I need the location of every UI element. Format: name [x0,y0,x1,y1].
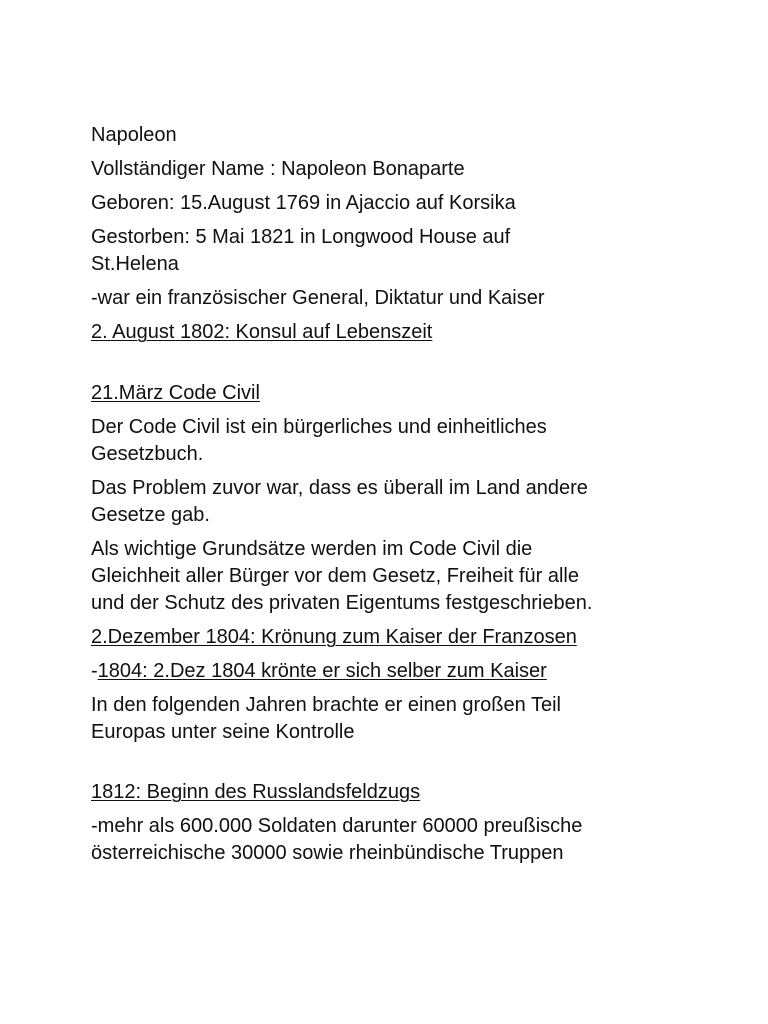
russia-paragraph [91,813,711,867]
died-line-2: St.Helena [91,253,179,275]
document-page [91,122,711,874]
code-civil-p2-line-2: Gesetze gab. [91,504,210,526]
consul-heading: 2. August 1802: Konsul auf Lebenszeit [91,321,433,343]
code-civil-p1-line-1: Der Code Civil ist ein bürgerliches und einheitliches [91,416,547,438]
doc-title: Napoleon [91,124,177,146]
died-paragraph [91,224,711,278]
code-civil-heading: 21.März Code Civil [91,382,260,404]
role-line: -war ein französischer General, Diktatur und Kaiser [91,287,545,309]
full-name-line: Vollständiger Name : Napoleon Bonaparte [91,158,465,180]
coronation-detail-line [91,658,711,685]
code-civil-p3-line-1: Als wichtige Grundsätze werden im Code Civil die [91,538,533,560]
born-line: Geboren: 15.August 1769 in Ajaccio auf Korsika [91,192,516,214]
code-civil-p2-line-1: Das Problem zuvor war, dass es überall im Land andere [91,477,588,499]
russia-line-2: österreichische 30000 sowie rheinbündische Truppen [91,842,564,864]
code-civil-p3-line-2: Gleichheit aller Bürger vor dem Gesetz, Freiheit für alle [91,565,579,587]
coronation-detail: 1804: 2.Dez 1804 krönte er sich selber zum Kaiser [97,660,547,682]
europe-paragraph [91,692,711,746]
europe-line-2: Europas unter seine Kontrolle [91,721,355,743]
coronation-heading: 2.Dezember 1804: Krönung zum Kaiser der Franzosen [91,626,577,648]
russia-line-1: -mehr als 600.000 Soldaten darunter 60000 preußische [91,815,583,837]
code-civil-paragraph-1 [91,414,711,468]
code-civil-paragraph-3 [91,536,711,617]
code-civil-p1-line-2: Gesetzbuch. [91,443,204,465]
code-civil-paragraph-2 [91,475,711,529]
died-line-1: Gestorben: 5 Mai 1821 in Longwood House auf [91,226,511,248]
coronation-dash: - [91,660,98,682]
code-civil-p3-line-3: und der Schutz des privaten Eigentums festgeschrieben. [91,592,593,614]
europe-line-1: In den folgenden Jahren brachte er einen großen Teil [91,694,561,716]
russia-heading: 1812: Beginn des Russlandsfeldzugs [91,781,421,803]
